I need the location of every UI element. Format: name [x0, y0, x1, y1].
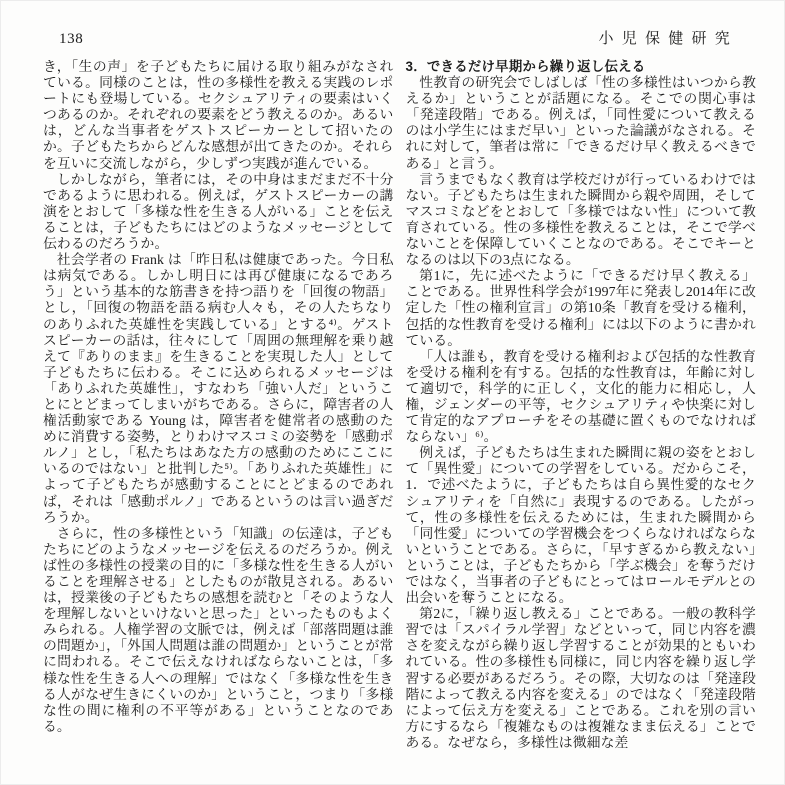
right-column [406, 59, 757, 751]
paragraph: 言うまでもなく教育は学校だけが行っているわけではない。子どもたちは生まれた瞬間から親や周囲，そしてマスコミなどをとおして「多様ではない性」について教育されている。性の多様性を教えることは，そこで学べないことを保障していくことなのである。そこでキーとなるのは以下の3点になる。 [405, 171, 756, 268]
section-heading: 3．できるだけ早期から繰り返し伝える [405, 59, 646, 74]
paragraph: さらに，性の多様性という「知識」の伝達は，子どもたちにどのようなメッセージを伝えるのだろうか。例えば性の多様性の授業の目的に「多様な性を生きる人がいることを理解させる」としたものが散見される。あるいは，授業後の子どもたちの感想を読むと「そのような人を理解しないといけないと思った」といったものもよくみられる。人権学習の文脈では，例えば「部落問題は誰の問題か」，「外国人問題は誰の問題か」ということが常に問われる。そこで伝えなければならないことは，「多様な性を生きる人への理解」ではなく「多様な性を生きる人がなぜ生きにくいのか」ということ，つまり「多様な性の間に権利の不平等がある」ということなのである。 [43, 525, 394, 734]
paragraph: 第2に，「繰り返し教える」ことである。一般の教科学習では「スパイラル学習」などといって，同じ内容を濃さを変えながら繰り返し学習することが効果的ともいわれている。性の多様性も同様に，同じ内容を繰り返し学習する必要があるだろう。その際，大切なのは「発達段階によって教える内容を変える」のではなく「発達段階によって伝え方を変える」ことである。これを別の言い方にするなら「複雑なものは複雑なまま伝える」ことである。なぜなら，多様性は微細な差 [405, 606, 756, 750]
two-column-body [1, 48, 784, 751]
page-number: 138 [59, 31, 84, 47]
paragraph: 第1に，先に述べたように「できるだけ早く教える」ことである。世界性科学会が1997年に発表し2014年に改定した「性の権利宣言」の第10条「教育を受ける権利，包括的な性教育を受ける権利」には以下のように書かれている。 [405, 268, 756, 348]
paragraph: 社会学者の Frank は「昨日私は健康であった。今日私は病気である。しかし明日には再び健康になるであろう」という基本的な筋書きを持つ語りを「回復の物語」とし，「回復の物語を語る病む人々も，その人たちなりのありふれた英雄性を実践している」とする⁴⁾。ゲストスピーカーの話は，往々にして「周囲の無理解を乗り越えて『ありのまま』を生きることを実現した人」として子どもたちに伝わる。そこに込められるメッセージは「ありふれた英雄性」，すなわち「強い人だ」ということにとどまってしまいがちである。さらに，障害者の人権活動家である Young は，障害者を健常者の感動のために消費する姿勢，とりわけマスコミの姿勢を「感動ポルノ」とし，「私たちはあなた方の感動のためにここにいるのではない」と批判した⁵⁾。「ありふれた英雄性」によって子どもたちが感動することにとどまるのであれば，それは「感動ポルノ」であるというのは言い過ぎだろうか。 [43, 252, 394, 525]
left-column [43, 59, 394, 751]
paragraph: 性教育の研究会でしばしば「性の多様性はいつから教えるか」ということが話題になる。そこでの関心事は「発達段階」である。例えば，「同性愛について教えるのは小学生にはまだ早い」といった論議がなされる。それに対して，筆者は常に「できるだけ早く教えるべきである」と言う。 [405, 75, 756, 171]
paragraph: き，「生の声」を子どもたちに届ける取り組みがなされている。同様のことは，性の多様性を教える実践のレポートにも登場している。セクシュアリティの要素はいくつあるのか。それぞれの要素をどう教えるのか。あるいは，どんな当事者をゲストスピーカーとして招いたのか。子どもたちからどんな感想が出てきたのか。それらを互いに交流しながら，少しずつ実践が進んでいる。 [43, 59, 394, 171]
paragraph: しかしながら，筆者には，その中身はまだまだ不十分であるように思われる。例えば，ゲストスピーカーの講演をとおして「多様な性を生きる人がいる」ことを伝えることは，子どもたちにはどのようなメッセージとして伝わるのだろうか。 [43, 171, 394, 252]
page-header [1, 1, 784, 48]
journal-title: 小児保健研究 [598, 31, 738, 47]
paragraph: 「人は誰も，教育を受ける権利および包括的な性教育を受ける権利を有する。包括的な性教育は，年齢に対して適切で，科学的に正しく，文化的能力に相応し，人権，ジェンダーの平等，セクシュアリティや快楽に対して肯定的なアプローチをその基礎に置くものでなければならない」⁶⁾。 [405, 348, 756, 445]
paragraph: 例えば，子どもたちは生まれた瞬間に親の姿をとおして「異性愛」についての学習をしている。だからこそ，1．で述べたように，子どもたちは自ら異性愛的なセクシュアリティを「自然に」表現するのである。したがって，性の多様性を伝えるためには，生まれた瞬間から「同性愛」についての学習機会をつくらなければならないということである。さらに，「早すぎるから教えない」ということは，子どもたちから「学ぶ機会」を奪うだけではなく，当事者の子どもにとってはロールモデルとの出会いを奪うことになる。 [405, 445, 756, 606]
